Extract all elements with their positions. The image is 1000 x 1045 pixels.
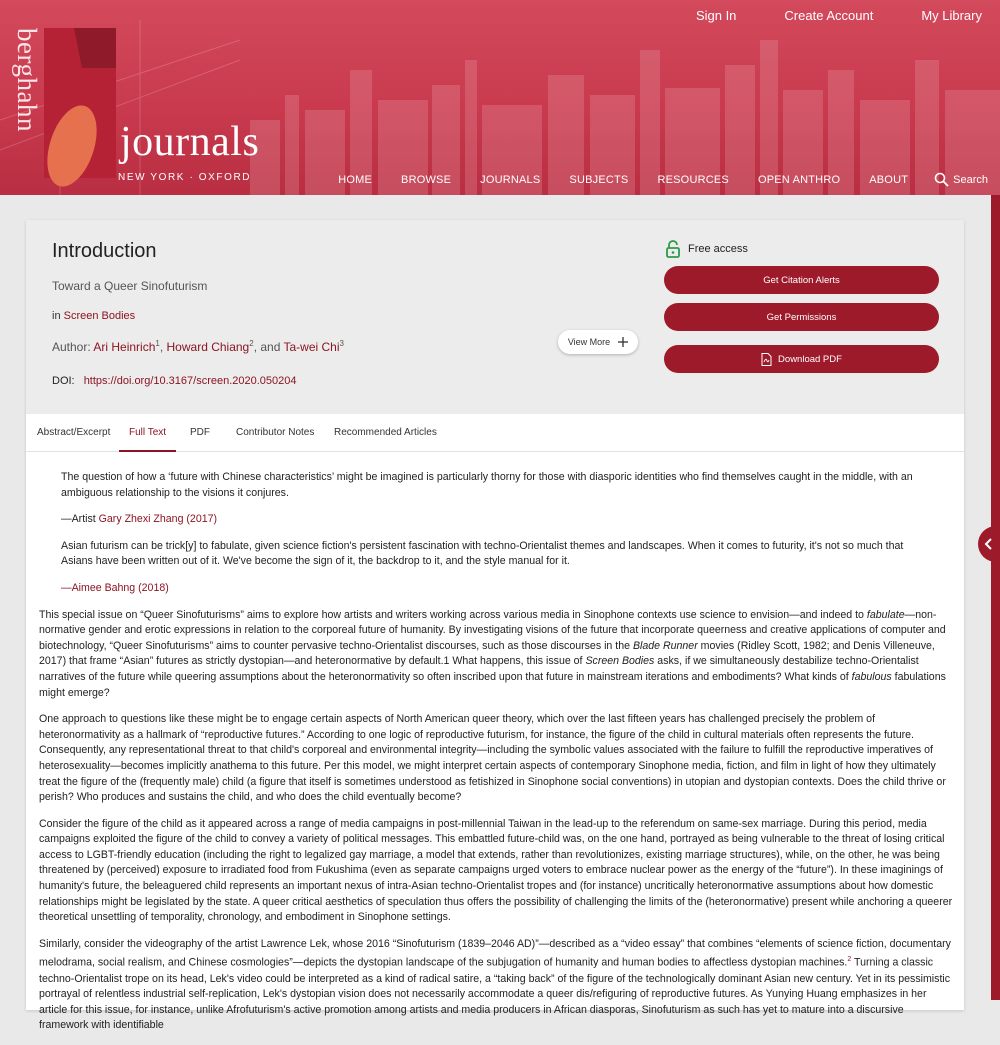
account-links <box>696 8 982 23</box>
attribution-link[interactable]: Gary Zhexi Zhang (2017) <box>98 513 218 526</box>
my-library-link[interactable]: My Library <box>921 8 982 23</box>
paragraph <box>39 608 953 702</box>
logo-wordmark[interactable]: journals <box>120 119 260 165</box>
text-run: asks, if we simultaneously destabilize techno-Orientalist narratives of the future while queering assumptions about the heteronormativity so often inscribed upon that future in mainstream iterations and embodiments? What kinds of <box>39 655 919 683</box>
text-run: —non-normative gender and erotic expressions in relation to the corporeal future of humanity. By investigating visions of the future that incorporate queerness and creative applications of computer and biotechnology, “Queer Sinofuturisms” aims to counter pervasive techno-Orientalist discourses, such as those discourses in the <box>39 608 946 652</box>
author-separator: , and <box>253 340 284 354</box>
search-label: Search <box>953 173 988 186</box>
footnote-ref[interactable]: 2 <box>847 956 852 964</box>
full-text-body <box>39 470 953 1045</box>
sign-in-link[interactable]: Sign In <box>695 8 737 23</box>
free-access-badge <box>666 240 748 258</box>
nav-search[interactable] <box>934 172 988 187</box>
tab-full-text[interactable]: Full Text <box>119 414 176 452</box>
unlock-icon <box>666 240 680 258</box>
view-more-label: View More <box>567 337 611 347</box>
logo-subtitle: NEW YORK · OXFORD <box>118 172 252 183</box>
nav-journals[interactable]: JOURNALS <box>480 173 541 186</box>
paragraph: One approach to questions like these might be to engage certain aspects of North American queer theory, which over the last fifteen years has challenged precisely the problem of heteronormativity as a hallmark of “reproductive futures.” According to one logic of reproductive futurism, for instance, the figure of the child in cultural materials often represents the future. Consequently, any representational threat to that child's corporeal and environmental integrity—including the symbolic values associated with the failure to fulfill the reproductive imperatives of heterosexuality—becomes implicitly anathema to this future. Per this model, we might interpret certain aspects of contemporary Sinophone media, fiction, and film in light of how they ultimately treat the figure of the (frequently male) child (a figure that itself is sometimes understood as fetishized in Sinophone social conventions) in utopian and dystopian contexts. Does the child thrive or perish? Who produces and sustains the child, and who does the child eventually become? <box>39 713 946 804</box>
download-pdf-button[interactable] <box>664 345 939 373</box>
journal-link[interactable]: Screen Bodies <box>63 310 136 322</box>
epigraph-attribution <box>61 581 929 597</box>
nav-home[interactable]: HOME <box>338 173 373 186</box>
epigraph-quote: Asian futurism can be trick[y] to fabulate, given science fiction's persistent fascination with techno-Orientalist themes and landscapes. When it comes to futurity, it's not so much that Asians have been written out of it. We've become the sign of it, the backdrop to it, and the style manual for it. <box>61 539 904 568</box>
scrollbar[interactable] <box>991 195 1000 1000</box>
article-title: Introduction <box>52 240 157 262</box>
nav-resources[interactable]: RESOURCES <box>657 173 729 186</box>
main-nav <box>309 172 988 187</box>
logo-vertical[interactable] <box>12 28 42 138</box>
site-header <box>0 0 1000 195</box>
doi-link[interactable]: https://doi.org/10.3167/screen.2020.050204 <box>83 375 297 387</box>
chevron-left-icon <box>984 537 994 551</box>
tab-recommended-articles[interactable]: Recommended Articles <box>334 427 437 438</box>
permissions-button[interactable]: Get Permissions <box>664 303 939 331</box>
plus-icon <box>618 337 628 347</box>
text-run: movies (Ridley Scott, 1982; and Denis Villeneuve, 2017) that frame “Asian” futures as strictly dystopian—and heteronormative by default.1 What happens, this issue of <box>39 639 935 668</box>
author-prefix: Author: <box>52 340 91 354</box>
logo-vertical-text: berghahn <box>12 28 42 132</box>
tab-abstract[interactable]: Abstract/Excerpt <box>37 427 111 438</box>
journal-line <box>52 310 135 322</box>
text-run-italic: fabulous <box>851 670 892 683</box>
epigraph-quote: The question of how a ‘future with Chinese characteristics’ might be imagined is particularly thorny for those with diasporic identities who find themselves caught in the middle, with an ambiguous relationship to the visions it conjures. <box>61 471 913 499</box>
tab-pdf[interactable]: PDF <box>190 427 210 438</box>
text-run: This special issue on “Queer Sinofuturisms” aims to explore how artists and writers working across various media in Sinophone contexts use science to envision—and indeed to <box>39 608 867 621</box>
article-header <box>26 220 964 414</box>
doi-line <box>52 375 297 387</box>
download-pdf-label: Download PDF <box>778 353 842 365</box>
authors-line <box>52 339 344 354</box>
text-run-italic: Blade Runner <box>632 639 698 652</box>
berghahn-logo-mark[interactable] <box>44 28 116 188</box>
tab-contributor-notes[interactable]: Contributor Notes <box>236 427 315 438</box>
author-link[interactable]: Ari Heinrich <box>93 340 156 354</box>
text-run: Turning a classic techno-Orientalist trope on its head, Lek's video could be interpreted as a kind of radical satire, a “taking back” of the figure of the technologically dominant Asian new century. Yet in its pessimistic portrayal of relentless industrial self-replication, Lek's dystopian vision does not necessarily accommodate a queer dis/refiguring of reproductive futures. As Yunying Huang emphasizes in her article for this issue, for instance, unlike Afrofuturism's active promotion among artists and media producers in African diasporas, Sinofuturism as such has yet to mature into a discursive framework with identifiable <box>39 956 951 1032</box>
article-tabs <box>26 414 964 452</box>
pdf-file-icon <box>761 353 772 366</box>
attribution-prefix: —Artist <box>61 513 99 526</box>
article-subtitle: Toward a Queer Sinofuturism <box>52 279 208 293</box>
attribution-link[interactable]: —Aimee Bahng (2018) <box>61 581 169 594</box>
text-run: fabulations might emerge? <box>39 670 946 699</box>
citation-alerts-button[interactable]: Get Citation Alerts <box>664 266 939 294</box>
view-more-button[interactable] <box>558 330 638 354</box>
epigraph-attribution <box>61 512 929 528</box>
paragraph <box>39 937 953 1034</box>
nav-subjects[interactable]: SUBJECTS <box>569 173 629 186</box>
author-sup: 1 <box>155 339 160 348</box>
author-sup: 2 <box>249 339 254 348</box>
side-panel-toggle[interactable] <box>978 526 1000 562</box>
free-access-label: Free access <box>688 243 748 255</box>
nav-browse[interactable]: BROWSE <box>401 173 452 186</box>
article-card <box>26 220 964 1032</box>
author-link[interactable]: Ta-wei Chi <box>283 340 340 354</box>
author-separator: , <box>159 340 167 354</box>
text-run-italic: Screen Bodies <box>585 655 655 668</box>
author-sup: 3 <box>339 339 344 348</box>
nav-open-anthro[interactable]: OPEN ANTHRO <box>757 173 841 186</box>
in-prefix: in <box>52 310 61 322</box>
doi-label: DOI: <box>52 375 75 387</box>
search-icon <box>934 172 949 187</box>
text-run-italic: fabulate <box>866 608 905 621</box>
text-run: Similarly, consider the videography of the artist Lawrence Lek, whose 2016 “Sinofuturism (1839–2046 AD)”—described as a “video essay” that combines “elements of science fiction, documentary melodrama, social realism, and Chinese cosmologies”—depicts the dystopian landscape of the subjugation of humanity and human bodies to affectless dystopian machines. <box>39 937 951 969</box>
create-account-link[interactable]: Create Account <box>784 8 874 23</box>
author-link[interactable]: Howard Chiang <box>166 340 250 354</box>
nav-about[interactable]: ABOUT <box>869 173 909 186</box>
paragraph: Consider the figure of the child as it appeared across a range of media campaigns in post-millennial Taiwan in the lead-up to the referendum on same-sex marriage. During this period, media campaigns exploited the figure of the child to convey a variety of political messages. This embattled future-child was, on the one hand, portrayed as being vulnerable to the threat of losing critical access to LGBT-friendly education (including the right to legalized gay marriage, a model that extends, rather than revolutionizes, existing marriage structures), while, on the other, he was being threatened by (perceived) exposure to irradiated food from Fukushima (even as separate campaigns urged voters to embrace nuclear power as the energy of the “future”). In these imaginings of humanity's future, the beleaguered child represents an important nexus of intra-Asian techno-Orientalist tropes and (for instance) uncritically heteronormative assumptions about how domestic relationships might be legislated by the state. A queer critical aesthetics of speculation thus offers the possibility of challenging the limits of the (heteronormative) present while anchoring a queerer theoretical unsettling of temporality, chronology, and embodiment in Sinophone settings. <box>39 817 953 924</box>
